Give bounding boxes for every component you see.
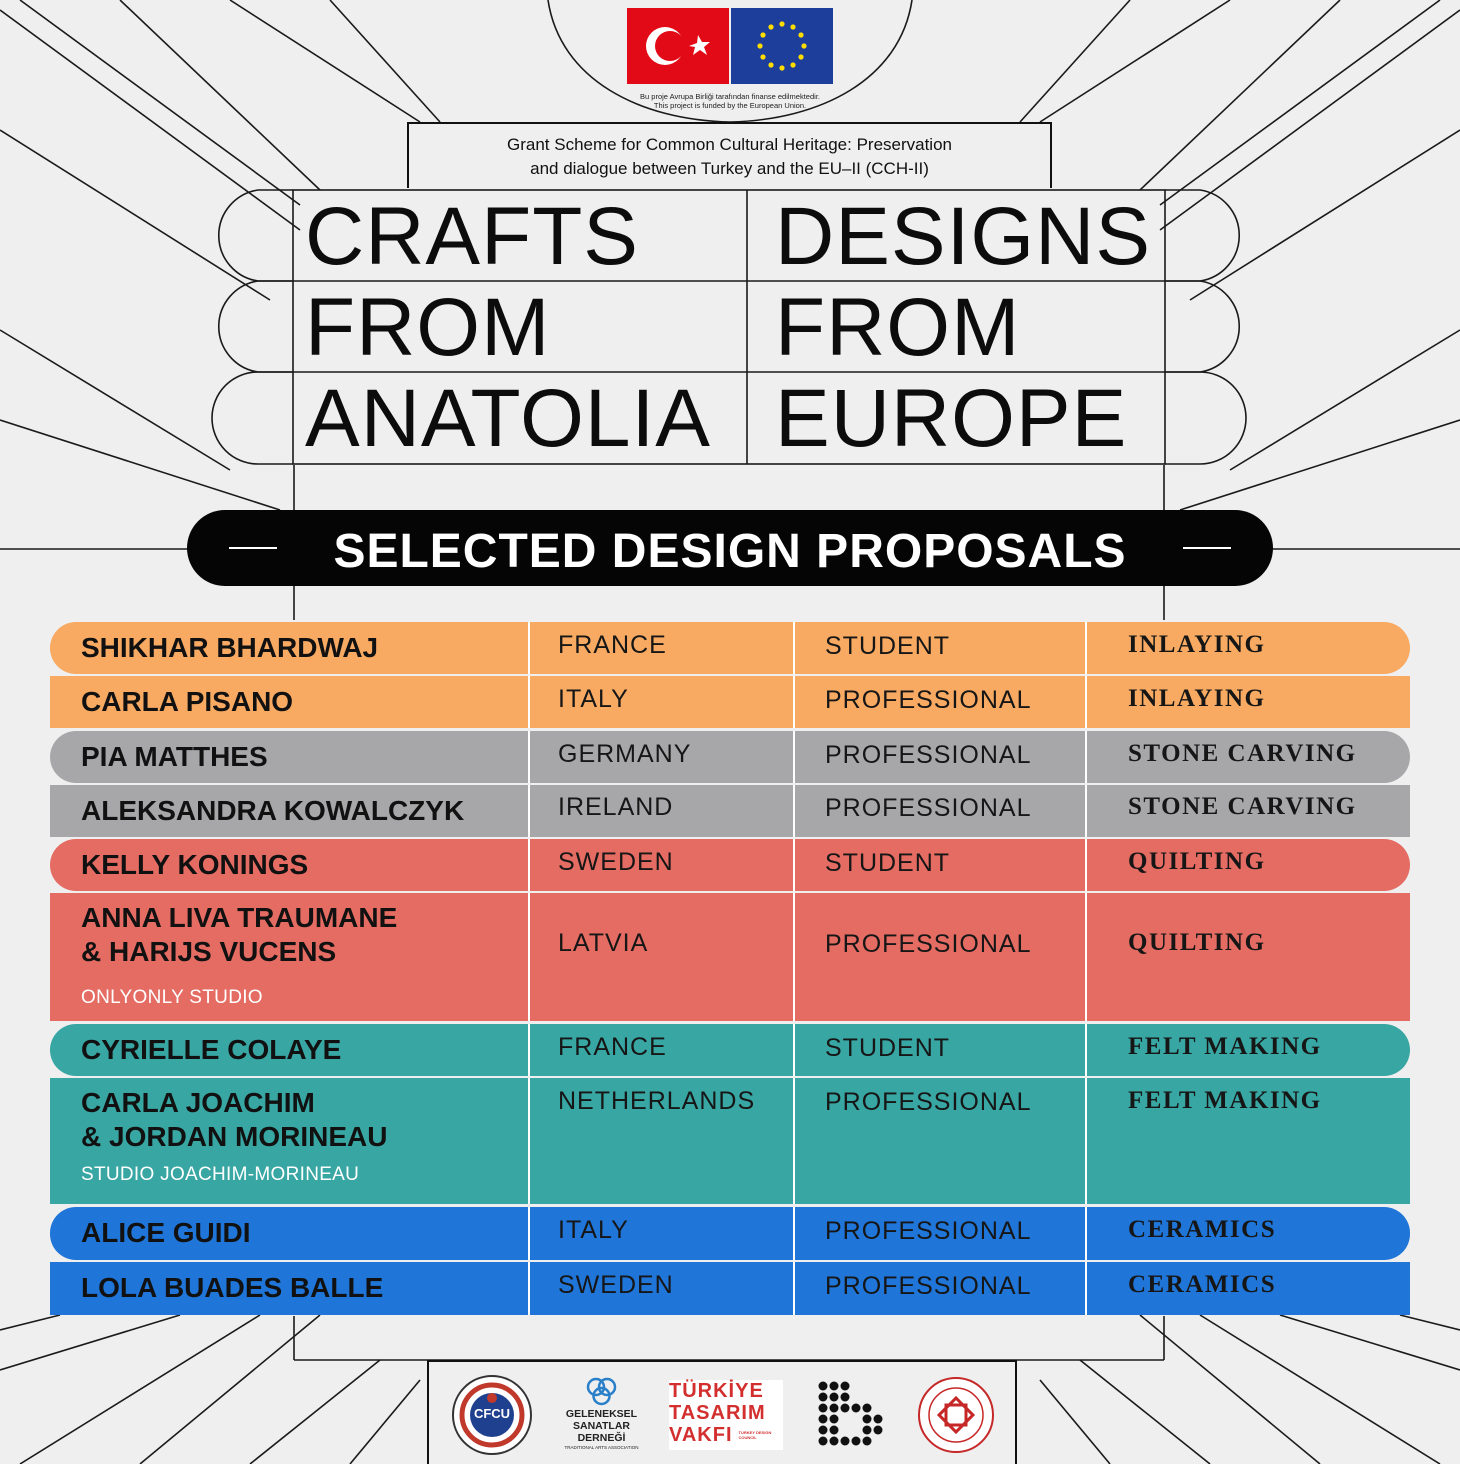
ministry-seal-logo xyxy=(917,1376,995,1454)
country: ITALY xyxy=(558,685,629,713)
craft: CERAMICS xyxy=(1128,1271,1277,1298)
grant-line-1: Grant Scheme for Common Cultural Heritage: Preservation xyxy=(506,135,952,154)
designer-name: CARLA PISANO xyxy=(81,686,294,717)
country: FRANCE xyxy=(558,631,667,659)
level: STUDENT xyxy=(825,849,951,877)
craft: FELT MAKING xyxy=(1128,1033,1322,1060)
title-left-1: CRAFTS xyxy=(305,191,639,282)
country: SWEDEN xyxy=(558,848,674,876)
grant-line-2: and dialogue between Turkey and the EU–II (CCH-II) xyxy=(530,159,929,178)
table-row xyxy=(50,1262,1410,1315)
ttv-sub: TURKEY DESIGN COUNCIL xyxy=(738,1430,772,1440)
level: PROFESSIONAL xyxy=(825,794,1032,822)
partner-logos xyxy=(427,1360,1017,1464)
craft: FELT MAKING xyxy=(1128,1087,1322,1114)
country: NETHERLANDS xyxy=(558,1087,756,1115)
craft: QUILTING xyxy=(1128,929,1266,956)
level: PROFESSIONAL xyxy=(825,930,1032,958)
country: IRELAND xyxy=(558,793,674,821)
gsd-sub: TRADITIONAL ARTS ASSOCIATION xyxy=(564,1445,639,1450)
craft: CERAMICS xyxy=(1128,1216,1277,1243)
funded-notice-en: This project is funded by the European Union. xyxy=(653,101,807,110)
level: PROFESSIONAL xyxy=(825,1217,1032,1245)
designer-name-line1: CARLA JOACHIM xyxy=(81,1087,315,1118)
craft: INLAYING xyxy=(1128,631,1266,658)
table-row xyxy=(50,1024,1410,1076)
designer-name: SHIKHAR BHARDWAJ xyxy=(81,632,379,663)
table-row xyxy=(50,839,1410,891)
level: PROFESSIONAL xyxy=(825,741,1032,769)
ttv-line2: TASARIM xyxy=(669,1402,766,1424)
designer-name: ALICE GUIDI xyxy=(81,1217,251,1248)
title-right-1: DESIGNS xyxy=(775,191,1152,282)
table-row xyxy=(50,893,1410,1021)
country: FRANCE xyxy=(558,1033,667,1061)
cfcu-logo xyxy=(451,1374,533,1456)
designer-name-line2: & JORDAN MORINEAU xyxy=(81,1121,388,1152)
gsd-line1: GELENEKSEL xyxy=(565,1408,638,1420)
turkey-flag-icon xyxy=(627,8,729,84)
level: PROFESSIONAL xyxy=(825,1088,1032,1116)
studio-name: STUDIO JOACHIM-MORINEAU xyxy=(81,1164,360,1185)
country: SWEDEN xyxy=(558,1271,674,1299)
title-right-2: FROM xyxy=(775,282,1021,373)
ttv-line3: VAKFI xyxy=(669,1424,733,1446)
table-row xyxy=(50,731,1410,783)
dotted-b-logo xyxy=(817,1380,887,1450)
table-row xyxy=(50,1078,1410,1204)
level: STUDENT xyxy=(825,1034,951,1062)
title-left-2: FROM xyxy=(305,282,551,373)
designer-name: PIA MATTHES xyxy=(81,741,268,772)
craft: INLAYING xyxy=(1128,685,1266,712)
cfcu-label: CFCU xyxy=(473,1406,511,1421)
table-row xyxy=(50,676,1410,728)
designer-name: CYRIELLE COLAYE xyxy=(81,1034,342,1065)
gsd-line3: DERNEĞİ xyxy=(577,1432,626,1444)
designer-name-line2: & HARIJS VUCENS xyxy=(81,936,337,967)
gsd-logo xyxy=(554,1376,649,1460)
banner-title: SELECTED DESIGN PROPOSALS xyxy=(333,525,1127,578)
designer-name: ALEKSANDRA KOWALCZYK xyxy=(81,795,465,826)
studio-name: ONLYONLY STUDIO xyxy=(81,987,263,1008)
ttv-line1: TÜRKİYE xyxy=(669,1380,764,1402)
table-row xyxy=(50,622,1410,674)
craft: STONE CARVING xyxy=(1128,740,1357,767)
eu-flag-icon xyxy=(731,8,833,84)
country: ITALY xyxy=(558,1216,629,1244)
craft: STONE CARVING xyxy=(1128,793,1357,820)
designer-name: LOLA BUADES BALLE xyxy=(81,1272,384,1303)
banner-dash-right xyxy=(1183,547,1231,549)
level: STUDENT xyxy=(825,632,951,660)
funded-notice-tr: Bu proje Avrupa Birliği tarafından finanse edilmektedir. xyxy=(640,92,820,101)
designer-name-line1: ANNA LIVA TRAUMANE xyxy=(81,902,398,933)
table-row xyxy=(50,1207,1410,1260)
level: PROFESSIONAL xyxy=(825,686,1032,714)
gsd-line2: SANATLAR xyxy=(573,1420,630,1432)
table-row xyxy=(50,785,1410,837)
title-left-3: ANATOLIA xyxy=(305,373,711,464)
title-right-3: EUROPE xyxy=(775,373,1128,464)
ttv-logo xyxy=(669,1380,783,1450)
level: PROFESSIONAL xyxy=(825,1272,1032,1300)
craft: QUILTING xyxy=(1128,848,1266,875)
country: LATVIA xyxy=(558,929,649,957)
designer-name: KELLY KONINGS xyxy=(81,849,309,880)
country: GERMANY xyxy=(558,740,692,768)
selected-proposals-banner xyxy=(187,510,1273,586)
grant-scheme-box xyxy=(407,122,1052,188)
